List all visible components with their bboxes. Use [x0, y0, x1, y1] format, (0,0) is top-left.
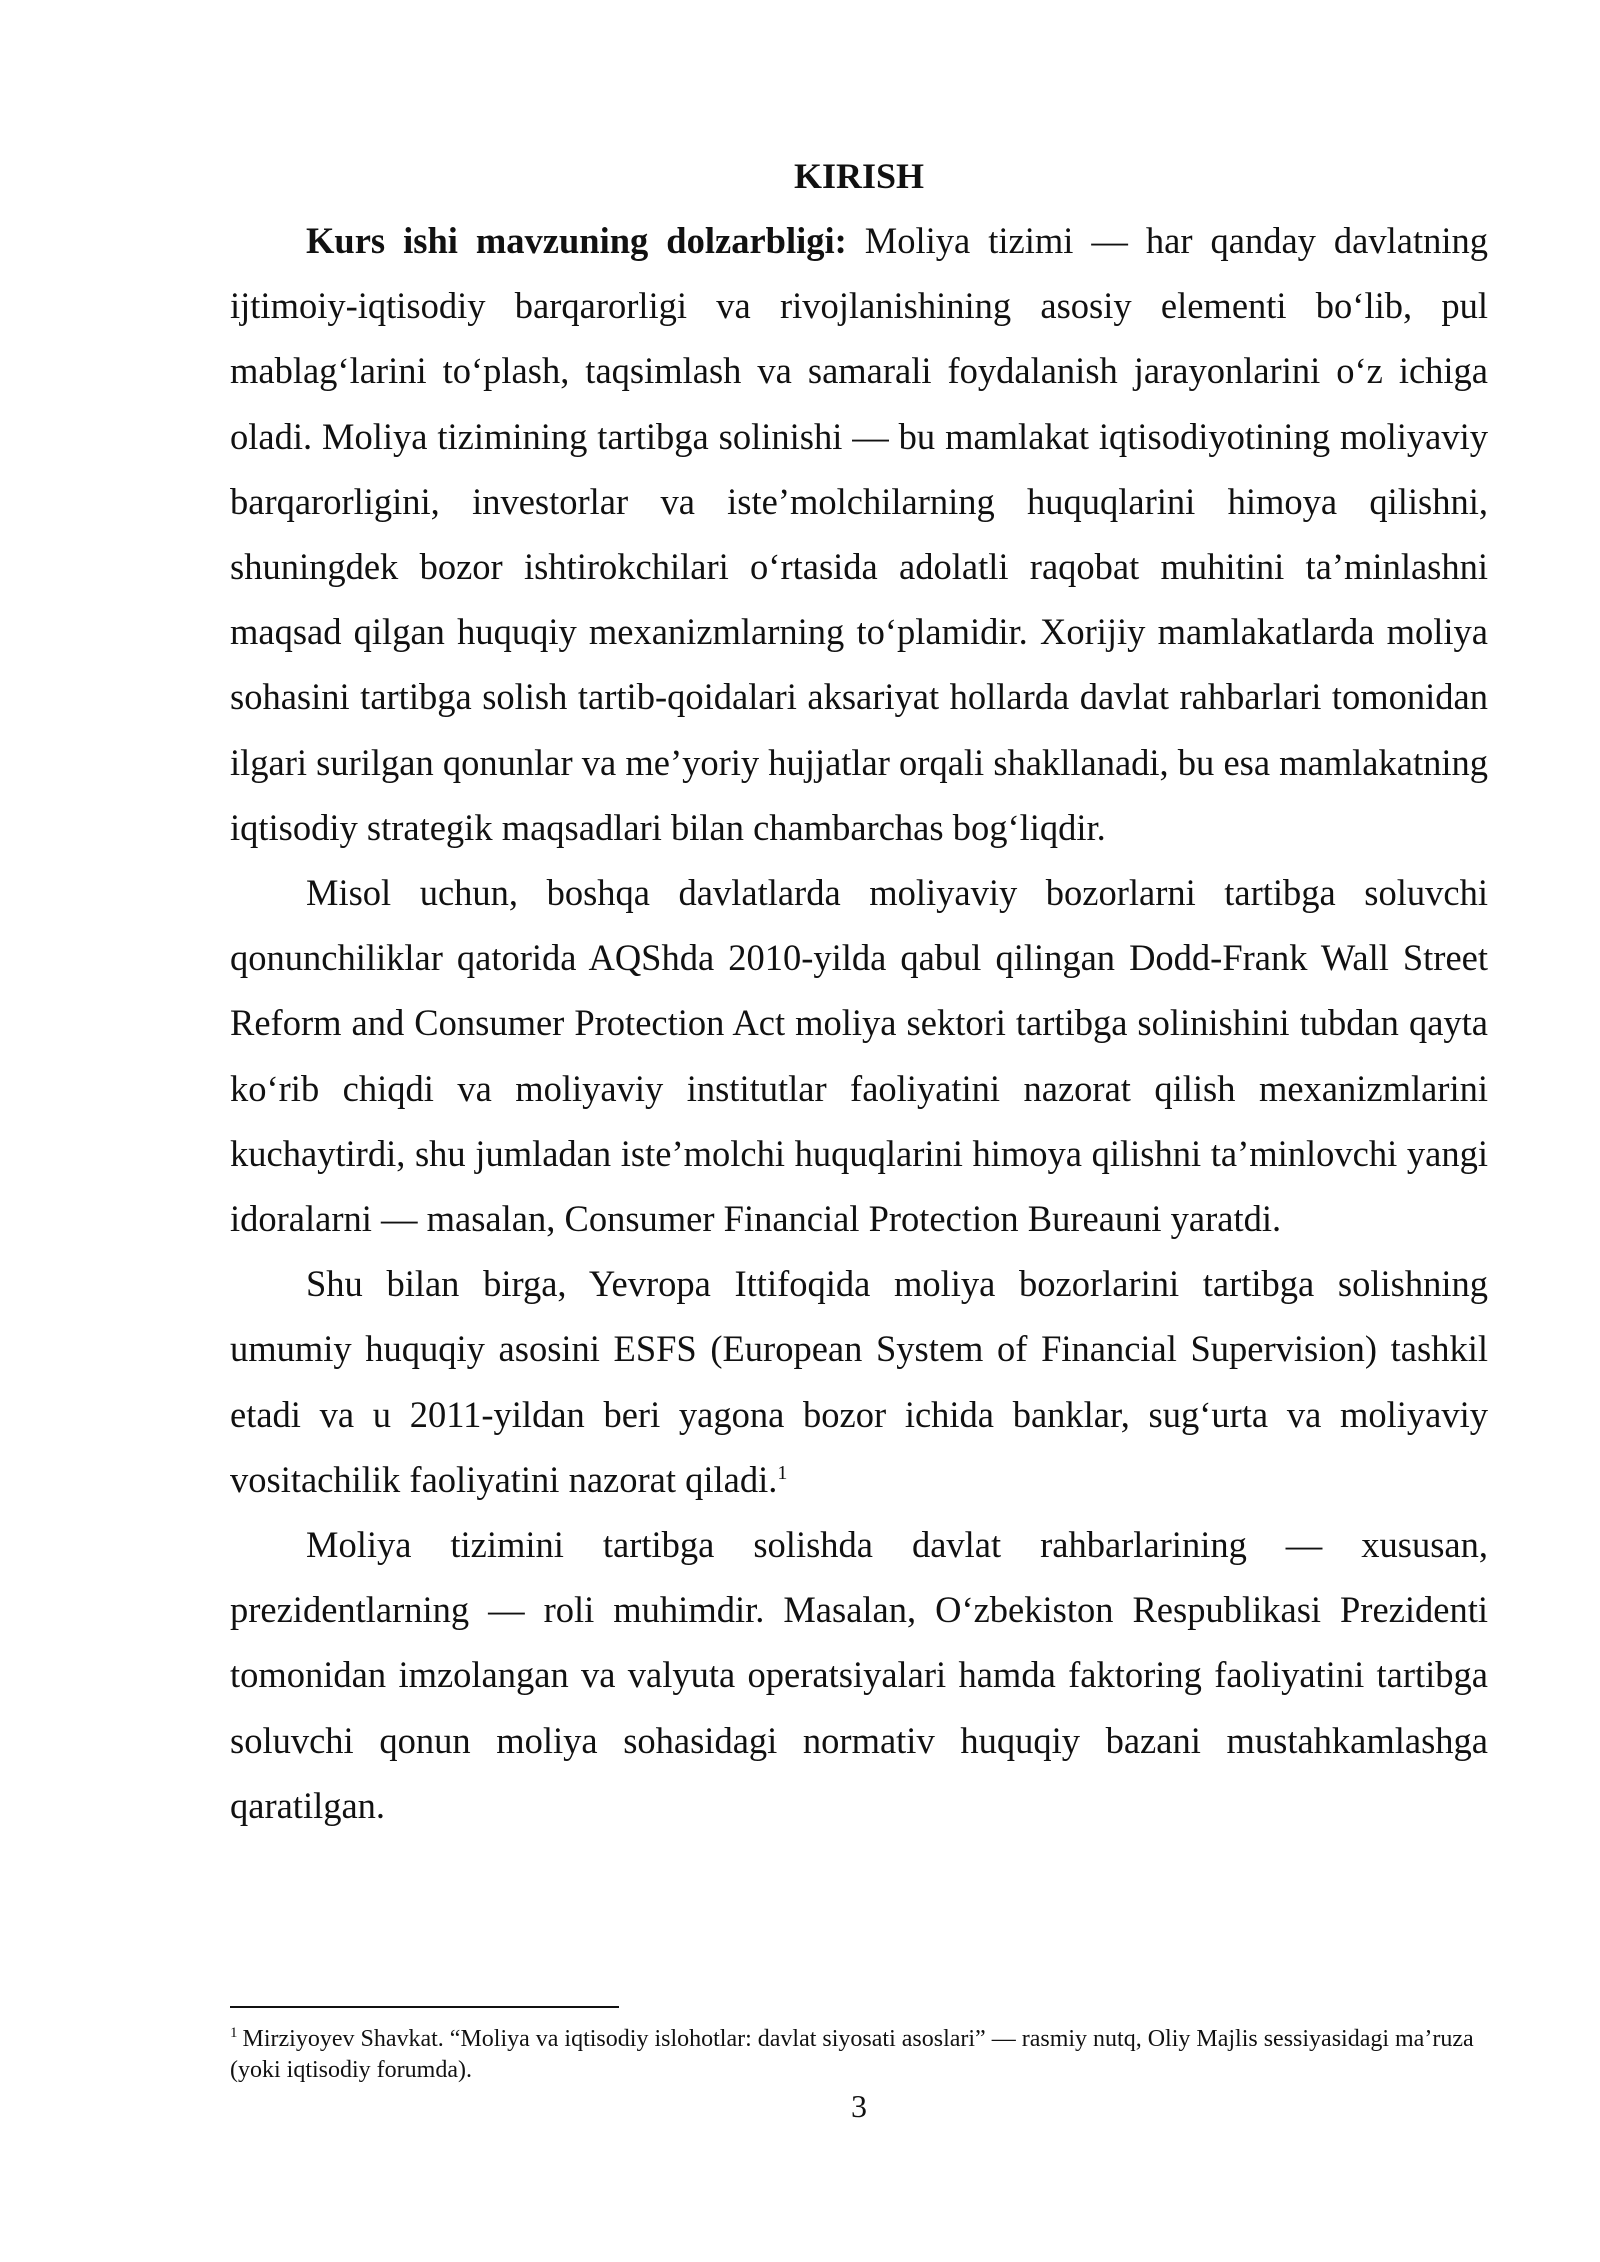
paragraph-text: Misol uchun, boshqa davlatlarda moliyaviy bozorlarni tartibga soluvchi qonunchiliklar qatorida AQShda 2010-yilda qabul qilingan Dodd-Frank Wall Street Reform and Consumer Protection Act moliya sektori tartibga solinishini tubdan qayta koʻrib chiqdi va moliyaviy institutlar faoliyatini nazorat qilish mexanizmlarini kuchaytirdi, shu jumladan isteʼmolchi huquqlarini himoya qilishni taʼminlovchi yangi idoralarni — masalan, Consumer Financial Protection Bureauni yaratdi.	[230, 872, 1488, 1240]
paragraph-lead-label: Kurs ishi mavzuning dolzarbligi:	[306, 220, 847, 261]
footnote	[230, 2024, 1488, 2086]
paragraph-relevance	[230, 208, 1488, 860]
document-body	[230, 150, 1488, 1838]
paragraph-president-role	[230, 1512, 1488, 1838]
section-heading: KIRISH	[793, 156, 925, 196]
paragraph-text: Moliya tizimi — har qanday davlatning ijtimoiy-iqtisodiy barqarorligi va rivojlanishining asosiy elementi boʻlib, pul mablagʻlarini toʻplash, taqsimlash va samarali foydalanish jarayonlarini oʻz ichiga oladi. Moliya tizimining tartibga solinishi — bu mamlakat iqtisodiyotining moliyaviy barqarorligini, investorlar va isteʼmolchilarning huquqlarini himoya qilishni, shuningdek bozor ishtirokchilari oʻrtasida adolatli raqobat muhitini taʼminlashni maqsad qilgan huquqiy mexanizmlarning toʻplamidir. Xorijiy mamlakatlarda moliya sohasini tartibga solish tartib-qoidalari aksariyat hollarda davlat rahbarlari tomonidan ilgari surilgan qonunlar va meʼyoriy hujjatlar orqali shakllanadi, bu esa mamlakatning iqtisodiy strategik maqsadlari bilan chambarchas bogʻliqdir.	[230, 220, 1489, 848]
paragraph-text: Shu bilan birga, Yevropa Ittifoqida moliya bozorlarini tartibga solishning umumiy huquqiy asosini ESFS (European System of Financial Supervision) tashkil etadi va u 2011-yildan beri yagona bozor ichida banklar, sugʻurta va moliyaviy vositachilik faoliyatini nazorat qiladi.	[230, 1263, 1488, 1500]
paragraph-us-example	[230, 860, 1488, 1251]
footnote-separator	[230, 2006, 619, 2008]
footnote-text: Mirziyoyev Shavkat. “Moliya va iqtisodiy islohotlar: davlat siyosati asoslari” — rasmiy nutq, Oliy Majlis sessiyasidagi maʼruza (yoki iqtisodiy forumda).	[230, 2026, 1474, 2083]
paragraph-text: Moliya tizimini tartibga solishda davlat rahbarlarining — xususan, prezidentlarning — roli muhimdir. Masalan, Oʻzbekiston Respublikasi Prezidenti tomonidan imzolangan va valyuta operatsiyalari hamda faktoring faoliyatini tartibga soluvchi qonun moliya sohasidagi normativ huquqiy bazani mustahkamlashga qaratilgan.	[230, 1524, 1488, 1826]
paragraph-eu-example	[230, 1251, 1488, 1512]
footnote-marker: 1	[230, 2025, 238, 2041]
page-number: 3	[851, 2088, 867, 2124]
footnote-reference[interactable]: 1	[777, 1461, 788, 1484]
